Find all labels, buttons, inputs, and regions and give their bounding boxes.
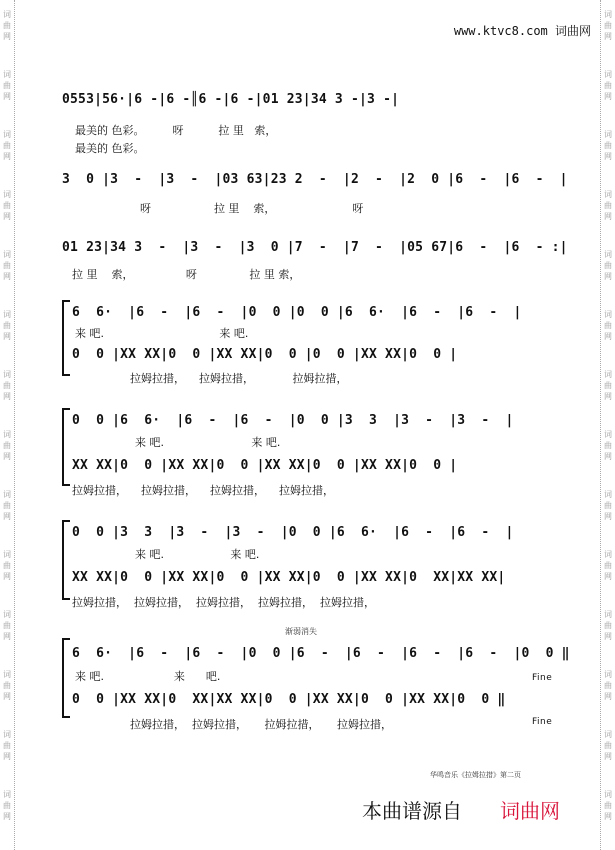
watermark-glyph: 词 [3, 730, 11, 739]
watermark-glyph: 曲 [604, 741, 612, 750]
watermark-glyph: 网 [3, 272, 11, 281]
watermark-glyph: 词 [604, 790, 612, 799]
system-4-upper-lyric: 来 吧. 来 吧. [75, 670, 221, 683]
watermark-glyph: 网 [604, 752, 612, 761]
site-header[interactable]: www.ktvc8.com 词曲网 [453, 24, 591, 38]
watermark-glyph: 曲 [604, 321, 612, 330]
watermark-glyph: 词 [604, 130, 612, 139]
watermark-glyph: 网 [3, 212, 11, 221]
watermark-glyph: 网 [604, 812, 612, 821]
watermark-glyph: 曲 [604, 21, 612, 30]
watermark-glyph: 网 [3, 392, 11, 401]
watermark-glyph: 曲 [604, 681, 612, 690]
system-1-lower-notes: 0 0 |XX XX|0 0 |XX XX|0 0 |0 0 |XX XX|0 0 | [72, 347, 458, 362]
watermark-glyph: 网 [3, 632, 11, 641]
watermark-glyph: 曲 [604, 81, 612, 90]
watermark-glyph: 网 [3, 32, 11, 41]
watermark-glyph: 词 [3, 190, 11, 199]
watermark-glyph: 曲 [604, 201, 612, 210]
score-line-1-lyric-1: 最美的 色彩。 呀 拉 里 索， [75, 124, 277, 137]
watermark-glyph: 词 [3, 670, 11, 679]
watermark-glyph: 曲 [3, 741, 11, 750]
watermark-glyph: 曲 [3, 441, 11, 450]
watermark-glyph: 词 [3, 70, 11, 79]
watermark-glyph: 曲 [3, 381, 11, 390]
watermark-glyph: 曲 [3, 81, 11, 90]
score-line-1-notes: 0553|56·|6 -|6 -║6 -|6 -|01 23|34 3 -|3 -| [62, 92, 400, 107]
watermark-glyph: 曲 [604, 381, 612, 390]
watermark-glyph: 曲 [604, 141, 612, 150]
score-line-2-lyric: 呀 拉 里 索， 呀 [140, 202, 364, 215]
system-1-lower-lyric: 拉姆拉措， 拉姆拉措， 拉姆拉措， [130, 372, 348, 385]
system-4-upper-notes: 6 6· |6 - |6 - |0 0 |6 - |6 - |6 - |6 - |0 0 ‖ [72, 646, 570, 661]
watermark-glyph: 曲 [3, 501, 11, 510]
watermark-glyph: 词 [3, 370, 11, 379]
watermark-glyph: 网 [604, 572, 612, 581]
watermark-glyph: 词 [3, 310, 11, 319]
score-line-2-notes: 3 0 |3 - |3 - |03 63|23 2 - |2 - |2 0 |6 - |6 - | [62, 172, 568, 187]
watermark-glyph: 词 [604, 610, 612, 619]
watermark-glyph: 曲 [604, 501, 612, 510]
watermark-glyph: 曲 [3, 621, 11, 630]
watermark-glyph: 曲 [3, 321, 11, 330]
system-2-lower-notes: XX XX|0 0 |XX XX|0 0 |XX XX|0 0 |XX XX|0 0 | [72, 458, 458, 473]
watermark-glyph: 词 [3, 250, 11, 259]
watermark-glyph: 词 [604, 550, 612, 559]
fine-mark-lower: Fine [532, 717, 553, 727]
watermark-glyph: 网 [3, 812, 11, 821]
watermark-glyph: 词 [3, 130, 11, 139]
watermark-glyph: 网 [604, 632, 612, 641]
score-line-3-notes: 01 23|34 3 - |3 - |3 0 |7 - |7 - |05 67|6 - |6 - :| [62, 240, 568, 255]
watermark-glyph: 词 [3, 550, 11, 559]
watermark-glyph: 词 [3, 490, 11, 499]
score-line-1-lyric-2: 最美的 色彩。 [75, 142, 145, 155]
watermark-glyph: 网 [604, 332, 612, 341]
watermark-glyph: 词 [604, 310, 612, 319]
source-site-link[interactable]: 词曲网 [500, 799, 560, 823]
watermark-glyph: 曲 [3, 261, 11, 270]
system-3-lower-lyric: 拉姆拉措， 拉姆拉措， 拉姆拉措， 拉姆拉措， 拉姆拉措， [72, 596, 375, 609]
watermark-glyph: 网 [604, 692, 612, 701]
watermark-glyph: 网 [604, 512, 612, 521]
watermark-glyph: 网 [604, 392, 612, 401]
watermark-glyph: 网 [3, 152, 11, 161]
watermark-glyph: 网 [3, 332, 11, 341]
watermark-glyph: 曲 [604, 441, 612, 450]
watermark-glyph: 词 [604, 370, 612, 379]
watermark-glyph: 网 [3, 572, 11, 581]
watermark-glyph: 曲 [604, 261, 612, 270]
watermark-glyph: 词 [3, 610, 11, 619]
watermark-glyph: 曲 [604, 621, 612, 630]
watermark-glyph: 曲 [3, 681, 11, 690]
watermark-glyph: 网 [3, 92, 11, 101]
system-1-upper-lyric: 来 吧. 来 吧. [75, 327, 249, 340]
watermark-glyph: 曲 [3, 561, 11, 570]
watermark-glyph: 网 [604, 152, 612, 161]
left-watermark-column [0, 0, 15, 850]
system-4-lower-notes: 0 0 |XX XX|0 XX|XX XX|0 0 |XX XX|0 0 |XX XX|0 0 ‖ [72, 692, 506, 707]
system-3-upper-notes: 0 0 |3 3 |3 - |3 - |0 0 |6 6· |6 - |6 - | [72, 525, 514, 540]
system-4-brace [62, 638, 70, 718]
score-line-3-lyric: 拉 里 索， 呀 拉 里 索， [72, 268, 301, 281]
watermark-glyph: 曲 [604, 561, 612, 570]
system-2-upper-lyric: 来 吧. 来 吧. [135, 436, 281, 449]
watermark-glyph: 词 [3, 430, 11, 439]
watermark-glyph: 词 [604, 70, 612, 79]
system-3-upper-lyric: 来 吧. 来 吧. [135, 548, 260, 561]
watermark-glyph: 曲 [3, 21, 11, 30]
right-watermark-column [600, 0, 615, 850]
system-2-lower-lyric: 拉姆拉措， 拉姆拉措， 拉姆拉措， 拉姆拉措， [72, 484, 334, 497]
system-1-upper-notes: 6 6· |6 - |6 - |0 0 |0 0 |6 6· |6 - |6 - | [72, 305, 522, 320]
page-footer: 华鸣音乐《拉姆拉措》第二页 [430, 771, 521, 779]
watermark-glyph: 网 [604, 272, 612, 281]
watermark-glyph: 网 [3, 452, 11, 461]
system-1-brace [62, 300, 70, 376]
system-4-lower-lyric: 拉姆拉措， 拉姆拉措， 拉姆拉措， 拉姆拉措， [130, 718, 392, 731]
system-3-lower-notes: XX XX|0 0 |XX XX|0 0 |XX XX|0 0 |XX XX|0 XX|XX XX| [72, 570, 506, 585]
system-3-brace [62, 520, 70, 600]
watermark-glyph: 网 [3, 692, 11, 701]
watermark-glyph: 词 [604, 10, 612, 19]
watermark-glyph: 词 [604, 730, 612, 739]
watermark-glyph: 词 [604, 490, 612, 499]
watermark-glyph: 网 [604, 452, 612, 461]
system-2-upper-notes: 0 0 |6 6· |6 - |6 - |0 0 |3 3 |3 - |3 - | [72, 413, 514, 428]
watermark-glyph: 词 [604, 250, 612, 259]
watermark-glyph: 网 [3, 752, 11, 761]
dynamics-marking: 渐弱消失 [285, 627, 317, 636]
watermark-glyph: 网 [604, 212, 612, 221]
watermark-glyph: 网 [604, 92, 612, 101]
watermark-glyph: 曲 [3, 141, 11, 150]
watermark-glyph: 曲 [3, 201, 11, 210]
watermark-glyph: 词 [3, 790, 11, 799]
watermark-glyph: 词 [604, 430, 612, 439]
watermark-glyph: 曲 [604, 801, 612, 810]
system-2-brace [62, 408, 70, 486]
watermark-glyph: 词 [604, 670, 612, 679]
watermark-glyph: 词 [604, 190, 612, 199]
watermark-glyph: 词 [3, 10, 11, 19]
source-label: 本曲谱源自 [362, 799, 462, 823]
watermark-glyph: 网 [604, 32, 612, 41]
watermark-glyph: 曲 [3, 801, 11, 810]
fine-mark-upper: Fine [532, 673, 553, 683]
watermark-glyph: 网 [3, 512, 11, 521]
